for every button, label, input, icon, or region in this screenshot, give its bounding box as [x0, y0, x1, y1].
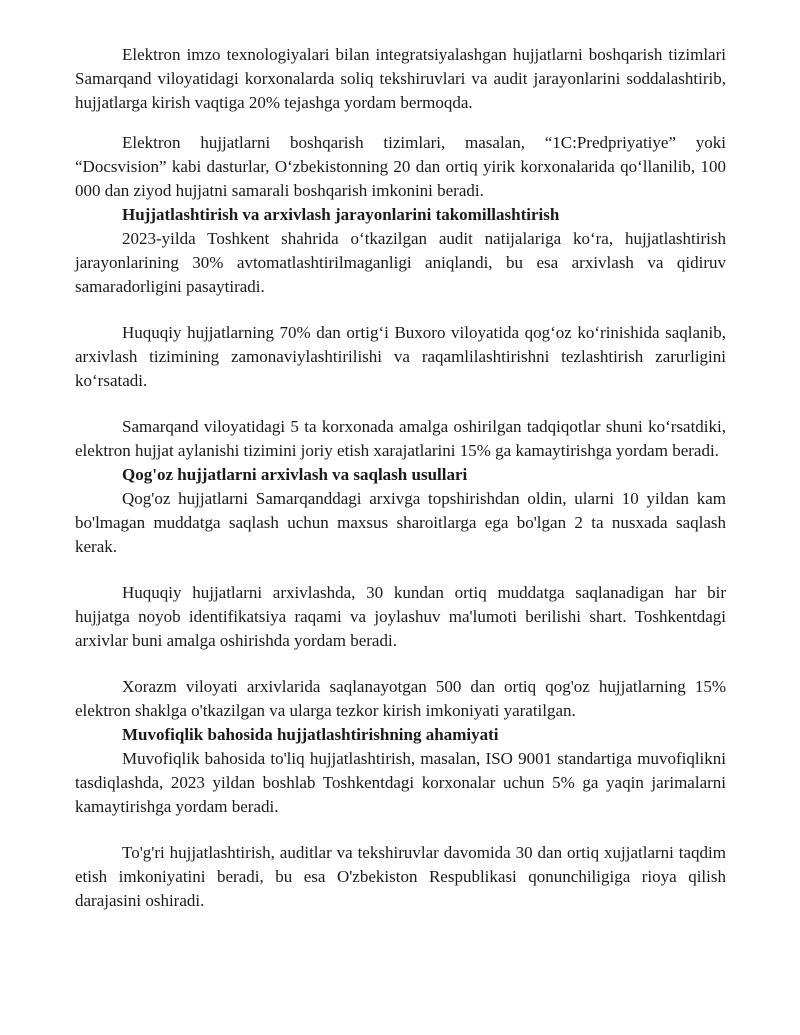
paragraph-bukhara-legal: Huquqiy hujjatlarning 70% dan ortig‘i Buxoro viloyatida qog‘oz ko‘rinishida saqlanib, arxivlash tizimining zamonaviylashtirilishi va raqamlilashtirishni tezlashtirish zarurligini ko‘rsatadi. — [75, 323, 726, 390]
paragraph-khorezm-archives: Xorazm viloyati arxivlarida saqlanayotgan 500 dan ortiq qog'oz hujjatlarning 15% elektron shaklga o'tkazilgan va ularga tezkor kirish imkoniyati yaratilgan. — [75, 677, 726, 720]
heading-compliance: Muvofiqlik bahosida hujjatlashtirishning ahamiyati — [122, 725, 499, 744]
paragraph-esignature: Elektron imzo texnologiyalari bilan integratsiyalashgan hujjatlarni boshqarish tizimlari Samarqand viloyatidagi korxonalarda soliq tekshiruvlari va audit jarayonlarini soddalashtirib, hujjatlarga kirish vaqtiga 20% tejashga yordam bermoqda. — [75, 45, 726, 112]
paragraph-iso-9001: Muvofiqlik bahosida to'liq hujjatlashtirish, masalan, ISO 9001 standartiga muvofiqlikni tasdiqlashda, 2023 yildan boshlab Toshkentdagi korxonalar uchun 5% ga yaqin jarimalarni kamaytirishga yordam beradi. — [75, 749, 726, 816]
document-page — [75, 43, 726, 913]
paragraph-tashkent-audit: 2023-yilda Toshkent shahrida o‘tkazilgan audit natijalariga ko‘ra, hujjatlashtirish jarayonlarining 30% avtomatlashtirilmaganligi aniqlandi, bu esa arxivlash va qidiruv samaradorligini pasaytiradi. — [75, 229, 726, 296]
paragraph-legal-archiving: Huquqiy hujjatlarni arxivlashda, 30 kundan ortiq muddatga saqlanadigan har bir hujjatga noyob identifikatsiya raqami va joylashuv ma'lumoti berilishi shart. Toshkentdagi arxivlar buni amalga oshirishda yordam beradi. — [75, 583, 726, 650]
heading-archiving-improvement: Hujjatlashtirish va arxivlash jarayonlarini takomillashtirish — [122, 205, 560, 224]
paragraph-samarkand-archive: Qog'oz hujjatlarni Samarqanddagi arxivga topshirishdan oldin, ularni 10 yildan kam bo'lmagan muddatga saqlash uchun maxsus sharoitlarga ega bo'lgan 2 ta nusxada saqlash kerak. — [75, 489, 726, 556]
heading-paper-archiving: Qog'oz hujjatlarni arxivlash va saqlash usullari — [122, 465, 468, 484]
paragraph-edms-software: Elektron hujjatlarni boshqarish tizimlari, masalan, “1C:Predpriyatiye” yoki “Docsvision” kabi dasturlar, O‘zbekistonning 20 dan ortiq yirik korxonalarida qo‘llanilib, 100 000 dan ziyod hujjatni samarali boshqarish imkonini beradi. — [75, 133, 726, 200]
paragraph-samarkand-research: Samarqand viloyatidagi 5 ta korxonada amalga oshirilgan tadqiqotlar shuni ko‘rsatdiki, elektron hujjat aylanishi tizimini joriy etish xarajatlarini 15% ga kamaytirishga yordam beradi. — [75, 417, 726, 460]
paragraph-correct-documentation: To'g'ri hujjatlashtirish, auditlar va tekshiruvlar davomida 30 dan ortiq xujjatlarni taqdim etish imkoniyatini beradi, bu esa O'zbekiston Respublikasi qonunchiligiga rioya qilish darajasini oshiradi. — [75, 843, 726, 910]
